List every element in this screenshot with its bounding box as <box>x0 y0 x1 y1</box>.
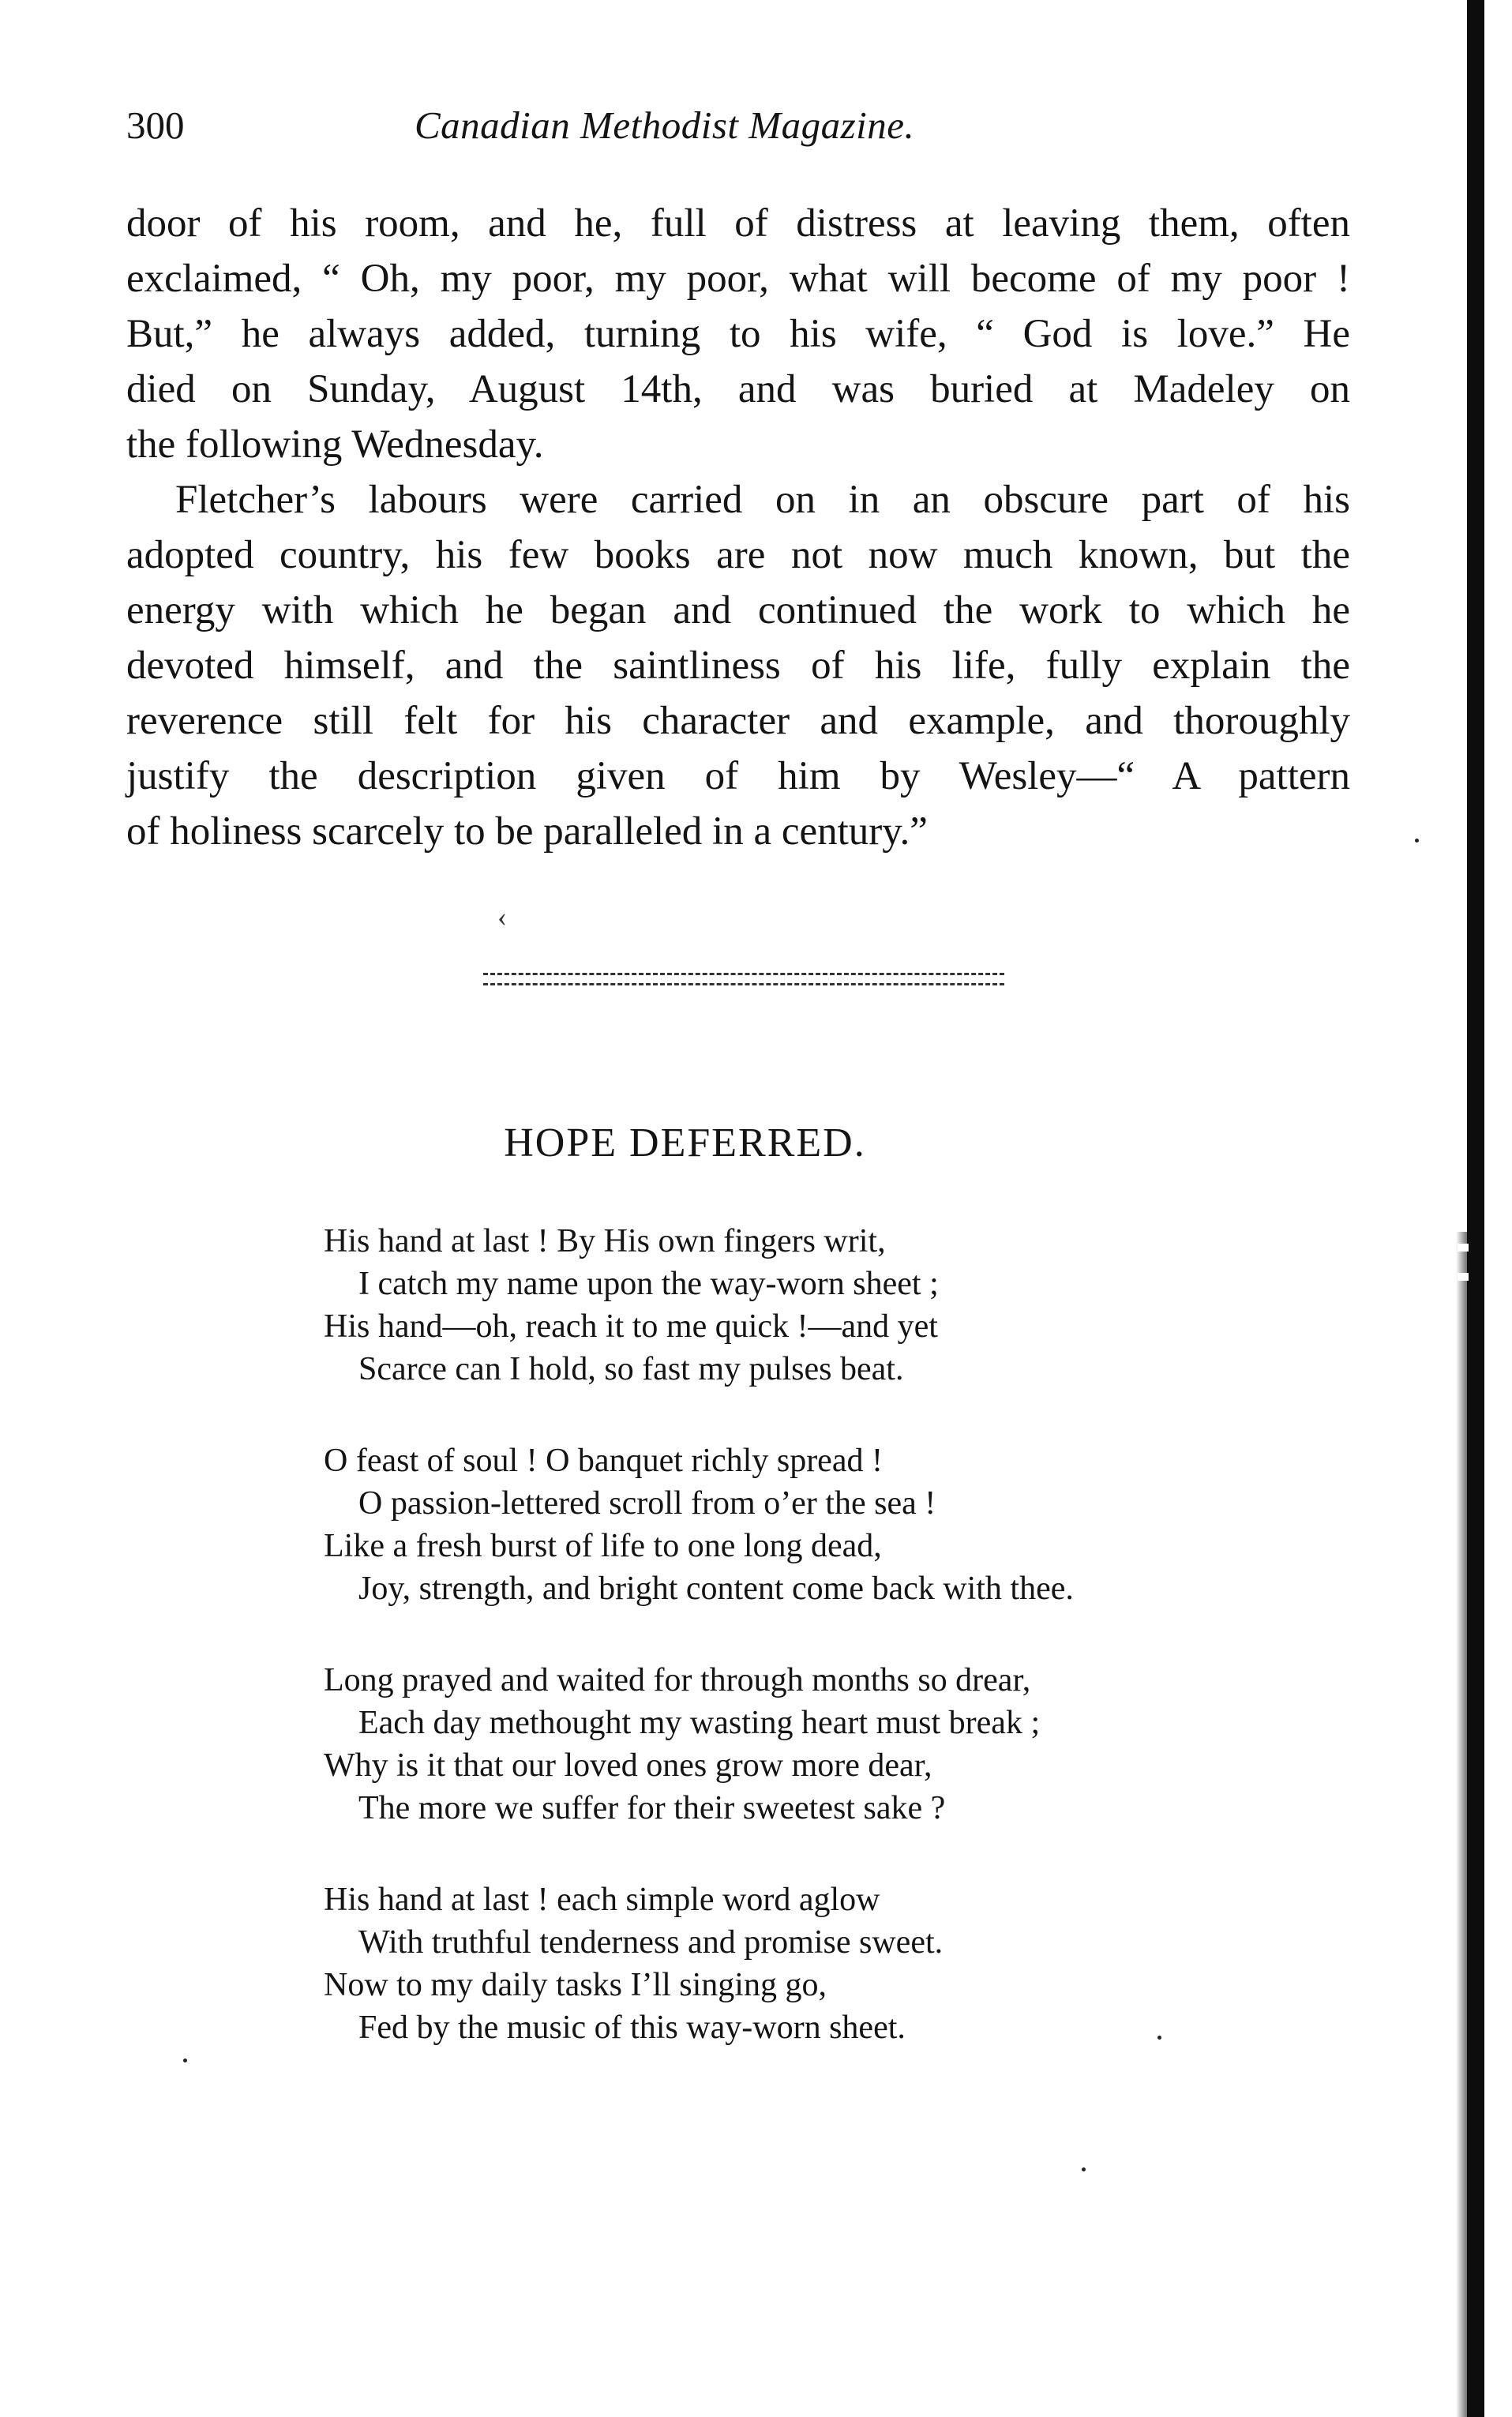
section-divider <box>483 973 1004 993</box>
divider-rule <box>483 973 1004 975</box>
verse-line: With truthful tenderness and promise sweet. <box>358 1924 944 1961</box>
print-speck <box>1415 839 1419 843</box>
print-speck <box>1082 2167 1086 2171</box>
print-speck <box>1157 2036 1161 2040</box>
verse-line: O passion-lettered scroll from o’er the sea ! <box>358 1485 936 1522</box>
running-head <box>126 103 1090 158</box>
binding-shadow-fade <box>1456 1232 1467 2417</box>
print-speck <box>183 2059 187 2062</box>
verse-line: Fed by the music of this way-worn sheet. <box>358 2010 906 2046</box>
prose-block <box>126 196 1350 859</box>
verse-line: O feast of soul ! O banquet richly spread ! <box>324 1443 883 1479</box>
prose-line: door of his room, and he, full of distress at leaving them, often <box>126 201 1350 246</box>
divider-rule <box>483 983 1004 985</box>
prose-line: adopted country, his few books are not now much known, but the <box>126 533 1350 577</box>
stanza <box>324 1439 1271 1610</box>
poem-title-row <box>0 1120 1512 1166</box>
prose-line: But,” he always added, turning to his wife, “ God is love.” He <box>126 312 1350 356</box>
page-number: 300 <box>126 103 185 147</box>
verse-line: His hand at last ! each simple word aglow <box>324 1882 880 1918</box>
prose-line: energy with which he began and continued the work to which he <box>126 588 1350 632</box>
poem <box>324 1220 1271 2098</box>
prose-line: died on Sunday, August 14th, and was buried at Madeley on <box>126 367 1350 411</box>
prose-line: Fletcher’s labours were carried on in an obscure part of his <box>175 478 1350 522</box>
verse-line: His hand—oh, reach it to me quick !—and yet <box>324 1308 938 1345</box>
verse-line: Long prayed and waited for through months so drear, <box>324 1662 1031 1698</box>
verse-line: His hand at last ! By His own fingers writ, <box>324 1223 886 1259</box>
verse-line: I catch my name upon the way-worn sheet ; <box>358 1266 939 1302</box>
prose-line: the following Wednesday. <box>126 422 544 467</box>
running-title: Canadian Methodist Magazine. <box>415 103 915 147</box>
prose-line: reverence still felt for his character and example, and thoroughly <box>126 699 1350 743</box>
verse-line: The more we suffer for their sweetest sake ? <box>358 1790 946 1826</box>
prose-line: exclaimed, “ Oh, my poor, my poor, what will become of my poor ! <box>126 257 1350 301</box>
verse-line: Joy, strength, and bright content come back with thee. <box>358 1571 1074 1607</box>
binding-shadow <box>1467 0 1484 2417</box>
verse-line: Each day methought my wasting heart must break ; <box>358 1705 1041 1741</box>
binding-notch <box>1458 1244 1469 1252</box>
poem-title: HOPE DEFERRED. <box>504 1120 866 1165</box>
prose-line: of holiness scarcely to be paralleled in a century.” <box>126 809 928 854</box>
prose-line: justify the description given of him by Wesley—“ A pattern <box>126 754 1350 798</box>
prose-line: devoted himself, and the saintliness of his life, fully explain the <box>126 644 1350 688</box>
stanza <box>324 1878 1271 2049</box>
verse-line: Why is it that our loved ones grow more dear, <box>324 1747 932 1784</box>
verse-line: Scarce can I hold, so fast my pulses beat. <box>358 1351 904 1387</box>
stray-mark: ‹ <box>497 901 507 933</box>
stanza <box>324 1220 1271 1391</box>
binding-notch <box>1458 1273 1469 1281</box>
stanza <box>324 1659 1271 1830</box>
verse-line: Now to my daily tasks I’ll singing go, <box>324 1967 827 2003</box>
verse-line: Like a fresh burst of life to one long dead, <box>324 1528 882 1564</box>
